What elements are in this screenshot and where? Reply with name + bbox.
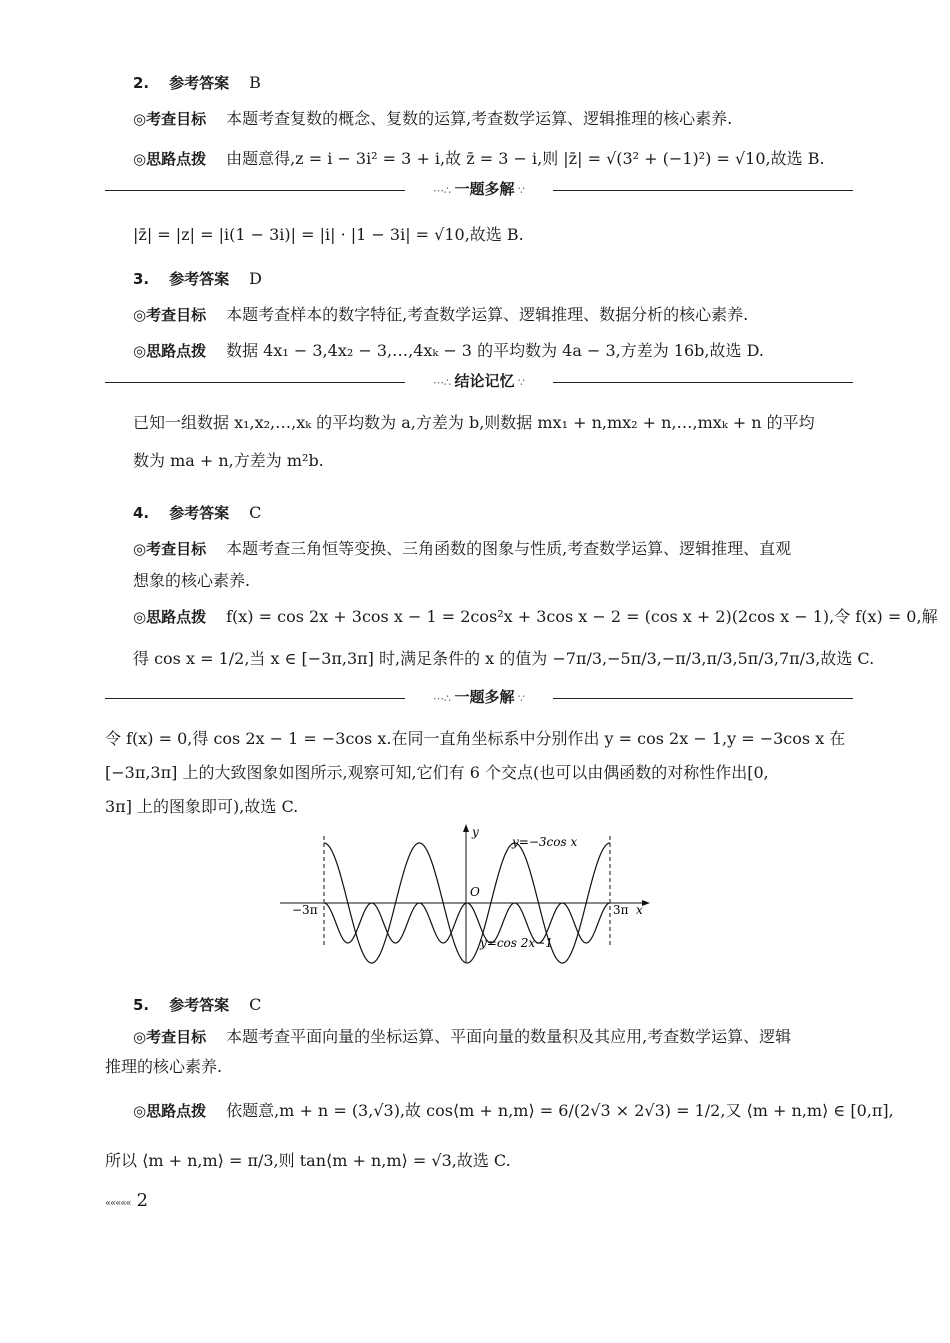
x-axis-arrow-icon: [642, 900, 650, 906]
label-neg-3cos: y=−3cos x: [512, 835, 578, 849]
q4-hint-2: 得 cos x = 1/2,当 x ∈ [−3π,3π] 时,满足条件的 x 的值为 −7π/3,−5π/3,−π/3,π/3,5π/3,7π/3,故选 C.: [133, 649, 875, 668]
q4-target-1: 本题考查三角恒等变换、三角函数的图象与性质,考查数学运算、逻辑推理、直观: [226, 539, 792, 558]
x-right-label: 3π: [613, 903, 629, 917]
q3-memo-separator: [105, 370, 853, 394]
answer-label: 参考答案: [169, 996, 230, 1014]
q5-answer-line: [133, 994, 261, 1016]
answer-label: 参考答案: [169, 74, 230, 92]
curve-cos2x-minus-1: [324, 903, 610, 943]
q4-answer: C: [249, 503, 262, 522]
target-label: ◎考查目标: [133, 110, 207, 128]
q5-answer: C: [249, 995, 262, 1014]
q4-hint-line: [133, 606, 938, 628]
q2-alt: |z̄| = |z| = |i(1 − 3i)| = |i| · |1 − 3i| = √10,故选 B.: [133, 225, 524, 244]
x-left-label: −3π: [292, 903, 318, 917]
q3-memo-title: 结论记忆: [454, 372, 515, 390]
q4-alt-1: 令 f(x) = 0,得 cos 2x − 1 = −3cos x.在同一直角坐标系中分别作出 y = cos 2x − 1,y = −3cos x 在: [105, 729, 846, 748]
answer-label: 参考答案: [169, 504, 230, 522]
q2-hint: 由题意得,z = i − 3i² = 3 + i,故 z̄ = 3 − i,则 |z̄| = √(3² + (−1)²) = √10,故选 B.: [226, 149, 825, 168]
q3-memo-line-1: 已知一组数据 x₁,x₂,…,xₖ 的平均数为 a,方差为 b,则数据 mx₁ + n,mx₂ + n,…,mxₖ + n 的平均: [133, 413, 815, 432]
cosine-graph: [280, 822, 660, 972]
q4-hint-1: f(x) = cos 2x + 3cos x − 1 = 2cos²x + 3cos x − 2 = (cos x + 2)(2cos x − 1),令 f(x) = 0,解: [226, 607, 938, 626]
separator-deco-icon: ⋯∴: [432, 184, 455, 197]
hint-label: ◎思路点拨: [133, 150, 207, 168]
target-label: ◎考查目标: [133, 1028, 207, 1046]
q5-hint-2: 所以 ⟨m + n,m⟩ = π/3,则 tan⟨m + n,m⟩ = √3,故选 C.: [105, 1151, 511, 1170]
label-cos2x: y=cos 2x−1: [480, 936, 553, 950]
q3-target-line: [133, 304, 748, 326]
q4-alt-2: [−3π,3π] 上的大致图象如图所示,观察可知,它们有 6 个交点(也可以由偶函数的对称性作出[0,: [105, 763, 769, 782]
y-axis-arrow-icon: [463, 824, 469, 832]
q2-number: 2.: [133, 74, 150, 92]
q3-number: 3.: [133, 270, 150, 288]
answer-label: 参考答案: [169, 270, 230, 288]
q3-answer: D: [249, 269, 262, 288]
q5-target-2: 推理的核心素养.: [105, 1057, 223, 1076]
separator-deco-icon: ⋯∴: [432, 376, 455, 389]
q4-target-line: [133, 538, 791, 560]
q3-memo-line-2: 数为 ma + n,方差为 m²b.: [133, 451, 324, 470]
q5-hint-line: [133, 1100, 894, 1122]
target-label: ◎考查目标: [133, 306, 207, 324]
q2-alt-title: 一题多解: [454, 180, 515, 198]
separator-deco-icon: ⋯∴: [432, 692, 455, 705]
q3-answer-line: [133, 268, 262, 290]
q2-answer-line: [133, 72, 261, 94]
hint-label: ◎思路点拨: [133, 1102, 207, 1120]
q4-target-2: 想象的核心素养.: [133, 571, 251, 590]
q4-alt-3: 3π] 上的图象即可),故选 C.: [105, 797, 299, 816]
q2-hint-line: [133, 148, 825, 170]
x-axis-label: x: [636, 903, 643, 917]
q3-hint: 数据 4x₁ − 3,4x₂ − 3,…,4xₖ − 3 的平均数为 4a − 3,方差为 16b,故选 D.: [226, 341, 764, 360]
target-label: ◎考查目标: [133, 540, 207, 558]
q3-hint-line: [133, 340, 764, 362]
q2-alt-separator: [105, 178, 853, 202]
page-number: 2: [136, 1190, 149, 1211]
separator-deco-icon: ∵: [514, 184, 525, 197]
hint-label: ◎思路点拨: [133, 342, 207, 360]
q4-answer-line: [133, 502, 261, 524]
origin-label: O: [470, 885, 480, 899]
q2-target-line: [133, 108, 732, 130]
page-marks: «««««: [105, 1198, 131, 1209]
q4-alt-separator: [105, 686, 853, 710]
q5-hint-1: 依题意,m + n = (3,√3),故 cos⟨m + n,m⟩ = 6/(2√3 × 2√3) = 1/2,又 ⟨m + n,m⟩ ∈ [0,π],: [226, 1101, 894, 1120]
q5-target-1: 本题考查平面向量的坐标运算、平面向量的数量积及其应用,考查数学运算、逻辑: [226, 1027, 792, 1046]
q5-number: 5.: [133, 996, 150, 1014]
q3-target: 本题考查样本的数字特征,考查数学运算、逻辑推理、数据分析的核心素养.: [226, 305, 749, 324]
page-footer: [105, 1190, 148, 1211]
separator-deco-icon: ∵: [514, 692, 525, 705]
y-axis-label: y: [472, 825, 479, 839]
q2-target: 本题考查复数的概念、复数的运算,考查数学运算、逻辑推理的核心素养.: [226, 109, 733, 128]
q2-answer: B: [249, 73, 261, 92]
q4-number: 4.: [133, 504, 150, 522]
q4-alt-title: 一题多解: [454, 688, 515, 706]
separator-deco-icon: ∵: [514, 376, 525, 389]
q5-target-line: [133, 1026, 791, 1048]
hint-label: ◎思路点拨: [133, 608, 207, 626]
